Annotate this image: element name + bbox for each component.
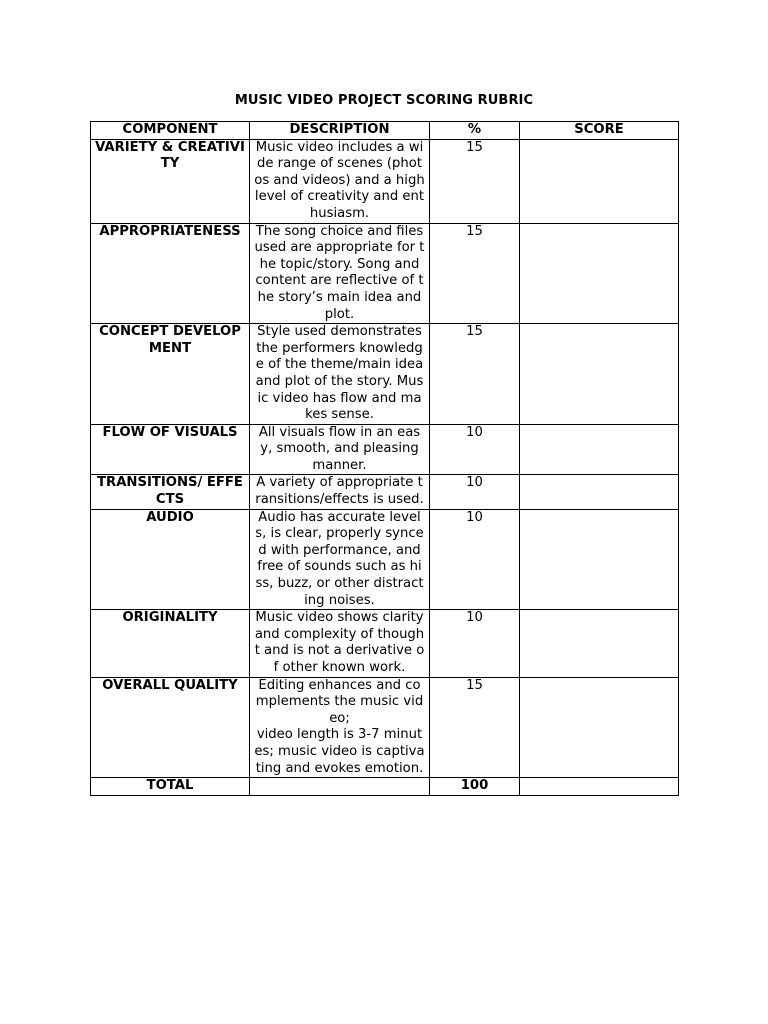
table-row bbox=[91, 475, 679, 509]
header-percent: % bbox=[430, 122, 520, 140]
score-cell[interactable] bbox=[520, 139, 679, 223]
score-cell[interactable] bbox=[520, 677, 679, 778]
table-row bbox=[91, 223, 679, 324]
score-cell[interactable] bbox=[520, 475, 679, 509]
description-text: All visuals flow in an easy, smooth, and pleasing manner. bbox=[258, 424, 421, 473]
header-component: COMPONENT bbox=[91, 122, 250, 140]
total-label: TOTAL bbox=[91, 778, 250, 796]
table-row bbox=[91, 324, 679, 425]
description-cell bbox=[250, 424, 430, 475]
description-text: Music video shows clarity and complexity of thought and is not a derivative of other known work. bbox=[254, 610, 425, 675]
description-text: Style used demonstrates the performers knowledge of the theme/main idea and plot of the story. Music video has flow and makes sense. bbox=[255, 324, 424, 423]
description-cell bbox=[250, 610, 430, 677]
percent-cell: 15 bbox=[430, 223, 520, 324]
description-text: Music video includes a wide range of scenes (photos and videos) and a high level of creativity and enthusiasm. bbox=[254, 139, 425, 221]
description-text: video length is 3-7 minutes; music video is captivating and evokes emotion. bbox=[254, 727, 425, 776]
score-cell[interactable] bbox=[520, 223, 679, 324]
component-cell: VARIETY & CREATIVITY bbox=[91, 139, 250, 223]
description-text: The song choice and files used are appropriate for the topic/story. Song and content are reflective of the story’s main idea and plot. bbox=[254, 223, 425, 322]
percent-cell: 10 bbox=[430, 610, 520, 677]
percent-cell: 10 bbox=[430, 509, 520, 610]
component-cell: FLOW OF VISUALS bbox=[91, 424, 250, 475]
component-cell: AUDIO bbox=[91, 509, 250, 610]
score-cell[interactable] bbox=[520, 610, 679, 677]
total-score bbox=[520, 778, 679, 796]
component-cell: ORIGINALITY bbox=[91, 610, 250, 677]
score-cell[interactable] bbox=[520, 324, 679, 425]
description-text: Audio has accurate levels, is clear, properly synced with performance, and free of sounds such as hiss, buzz, or other distracting noises. bbox=[255, 509, 424, 608]
component-cell: APPROPRIATENESS bbox=[91, 223, 250, 324]
total-percent: 100 bbox=[430, 778, 520, 796]
table-row bbox=[91, 677, 679, 778]
table-row bbox=[91, 610, 679, 677]
component-cell: CONCEPT DEVELOPMENT bbox=[91, 324, 250, 425]
table-row bbox=[91, 424, 679, 475]
component-cell: OVERALL QUALITY bbox=[91, 677, 250, 778]
percent-cell: 10 bbox=[430, 475, 520, 509]
rubric-table bbox=[90, 121, 679, 796]
header-score: SCORE bbox=[520, 122, 679, 140]
header-row bbox=[91, 122, 679, 140]
rubric-body bbox=[91, 139, 679, 778]
percent-cell: 15 bbox=[430, 324, 520, 425]
component-cell: TRANSITIONS/ EFFECTS bbox=[91, 475, 250, 509]
score-cell[interactable] bbox=[520, 424, 679, 475]
description-text: Editing enhances and complements the music video; bbox=[255, 677, 424, 726]
description-cell bbox=[250, 223, 430, 324]
description-cell bbox=[250, 677, 430, 778]
total-row bbox=[91, 778, 679, 796]
table-row bbox=[91, 509, 679, 610]
percent-cell: 15 bbox=[430, 677, 520, 778]
description-cell bbox=[250, 324, 430, 425]
description-cell bbox=[250, 475, 430, 509]
description-cell bbox=[250, 139, 430, 223]
description-cell bbox=[250, 509, 430, 610]
percent-cell: 10 bbox=[430, 424, 520, 475]
score-cell[interactable] bbox=[520, 509, 679, 610]
document-title: MUSIC VIDEO PROJECT SCORING RUBRIC bbox=[234, 93, 534, 108]
header-description: DESCRIPTION bbox=[250, 122, 430, 140]
total-description bbox=[250, 778, 430, 796]
percent-cell: 15 bbox=[430, 139, 520, 223]
description-text: A variety of appropriate transitions/effects is used. bbox=[255, 475, 424, 508]
table-row bbox=[91, 139, 679, 223]
